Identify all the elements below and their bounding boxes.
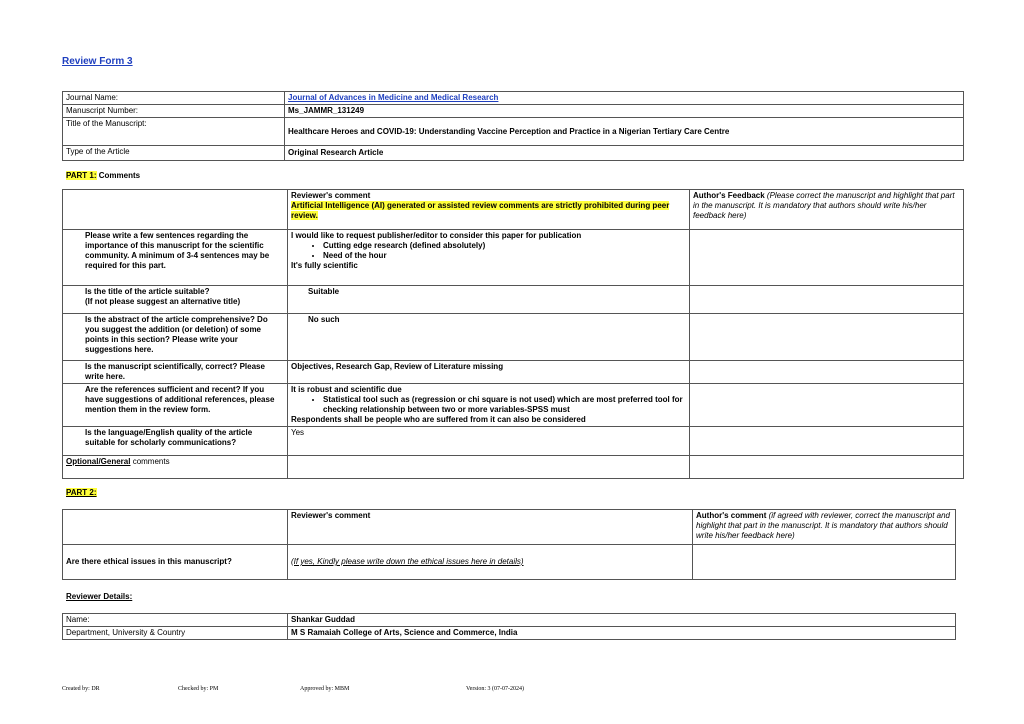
part1-comments-table: [62, 189, 964, 479]
question-title: Is the title of the article suitable? (If not please suggest an alternative title): [63, 286, 288, 314]
reviewer-details-table: [62, 613, 956, 640]
author-feedback-cell[interactable]: [690, 427, 964, 456]
question-abstract: Is the abstract of the article comprehensive? Do you suggest the addition (or deletion) of some points in this section? Please write your suggestions here.: [63, 314, 288, 361]
reviewer-name: Shankar Guddad: [288, 614, 956, 627]
footer-version: Version: 3 (07-07-2024): [466, 686, 524, 692]
footer-approved: Approved by: MBM: [300, 686, 350, 692]
author-feedback-cell[interactable]: [690, 286, 964, 314]
ms-number: Ms_JAMMR_131249: [285, 105, 964, 118]
author-feedback-cell[interactable]: [690, 456, 964, 479]
part2-author-header: Author's comment (if agreed with reviewer, correct the manuscript and highlight that part in the manuscript. It is mandatory that authors should write his/her feedback here): [693, 510, 956, 545]
article-type: Original Research Article: [285, 146, 964, 161]
author-feedback-cell[interactable]: [690, 361, 964, 384]
question-references: Are the references sufficient and recent? If you have suggestions of additional references, please mention them in the review form.: [63, 384, 288, 427]
ethics-question: Are there ethical issues in this manuscript?: [63, 545, 288, 580]
ms-label: Manuscript Number:: [63, 105, 285, 118]
answer-abstract: No such: [288, 314, 690, 361]
footer-checked: Checked by: PM: [178, 686, 219, 692]
answer-importance: I would like to request publisher/editor to consider this paper for publication • Cutting edge research (defined absolutely) • Need of the hour It's fully scientific: [288, 230, 690, 286]
ethics-answer: (If yes, Kindly please write down the ethical issues here in details): [291, 557, 524, 566]
reviewer-dept-label: Department, University & Country: [63, 627, 288, 640]
journal-label: Journal Name:: [63, 92, 285, 105]
manuscript-title: Healthcare Heroes and COVID-19: Understanding Vaccine Perception and Practice in a Nigerian Tertiary Care Centre: [285, 118, 964, 146]
part2-heading: PART 2:: [66, 488, 97, 497]
author-feedback-cell[interactable]: [690, 230, 964, 286]
answer-references: It is robust and scientific due • Statistical tool such as (regression or chi square is not used) which are most preferred tool for checking relationship between two or more variables-SPSS must Respondents shall be people who are suffered from it can also be considered: [288, 384, 690, 427]
bullet-item: • Need of the hour: [323, 251, 686, 261]
reviewer-dept: M S Ramaiah College of Arts, Science and Commerce, India: [288, 627, 956, 640]
answer-language: Yes: [288, 427, 690, 456]
answer-title: Suitable: [288, 286, 690, 314]
bullet-item: • Cutting edge research (defined absolutely): [323, 241, 686, 251]
answer-scientific: Objectives, Research Gap, Review of Literature missing: [288, 361, 690, 384]
title-label: Title of the Manuscript:: [63, 118, 285, 146]
question-scientific: Is the manuscript scientifically, correct? Please write here.: [63, 361, 288, 384]
optional-comments-cell[interactable]: [288, 456, 690, 479]
author-feedback-cell[interactable]: [690, 314, 964, 361]
part2-ethics-table: [62, 509, 956, 580]
question-language: Is the language/English quality of the article suitable for scholarly communications?: [63, 427, 288, 456]
footer-created: Created by: DR: [62, 686, 100, 692]
reviewer-details-heading: Reviewer Details:: [66, 592, 133, 601]
journal-link[interactable]: Journal of Advances in Medicine and Medical Research: [288, 93, 499, 102]
author-feedback-header: Author's Feedback (Please correct the manuscript and highlight that part in the manuscript. It is mandatory that authors should write his/her feedback here): [690, 190, 964, 230]
ai-notice: Artificial Intelligence (AI) generated or assisted review comments are strictly prohibited during peer review.: [291, 201, 670, 220]
manuscript-info-table: [62, 91, 964, 161]
reviewer-comment-header: Reviewer's comment: [291, 191, 371, 200]
form-title-link[interactable]: Review Form 3: [62, 56, 133, 67]
author-feedback-cell[interactable]: [693, 545, 956, 580]
type-label: Type of the Article: [63, 146, 285, 161]
optional-comments-label: Optional/General comments: [63, 456, 288, 479]
part2-reviewer-header: Reviewer's comment: [288, 510, 693, 545]
part1-heading: PART 1: Comments: [66, 171, 141, 180]
reviewer-name-label: Name:: [63, 614, 288, 627]
question-importance: Please write a few sentences regarding the importance of this manuscript for the scientific community. A minimum of 3-4 sentences may be required for this part.: [63, 230, 288, 286]
bullet-item: • Statistical tool such as (regression or chi square is not used) which are most preferred tool for checking relationship between two or more variables-SPSS must: [323, 395, 686, 415]
author-feedback-cell[interactable]: [690, 384, 964, 427]
